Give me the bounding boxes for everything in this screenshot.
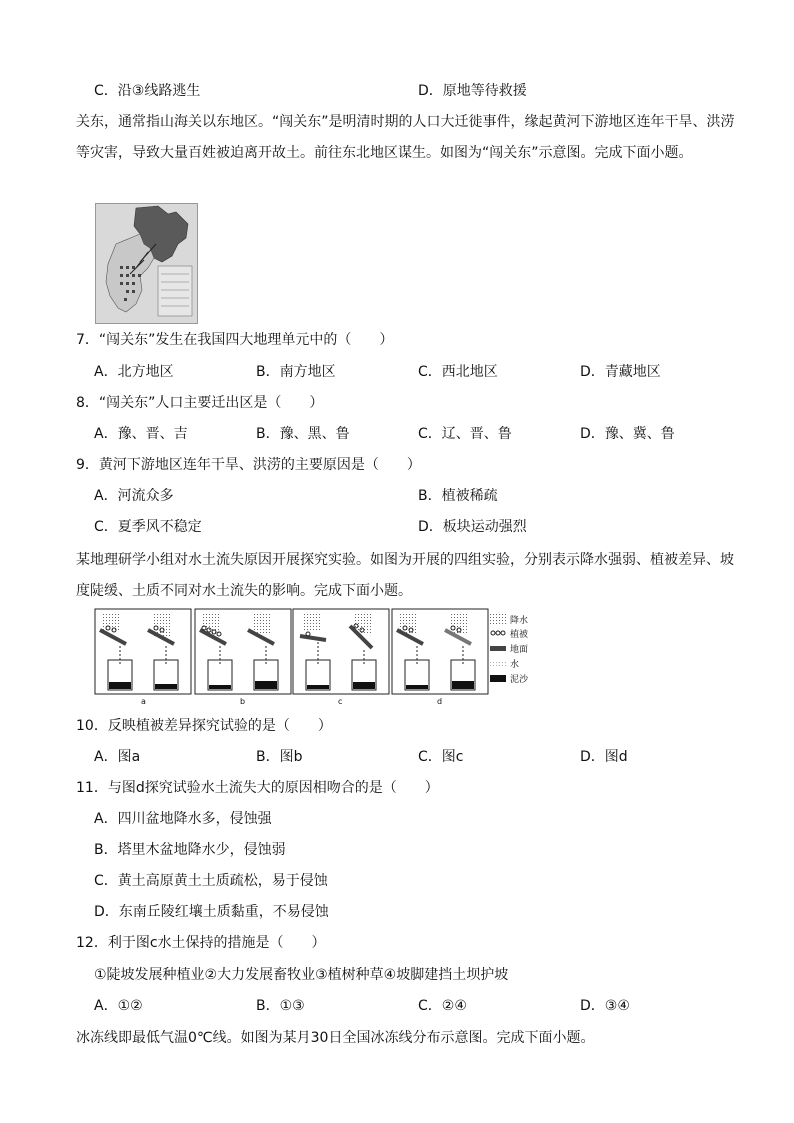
q12-stem: 12．利于图c水土保持的措施是（ ） [76, 935, 326, 951]
q9-option-b: B．植被稀疏 [418, 488, 498, 504]
legend-ground-label: 地面 [510, 645, 529, 655]
erosion-experiment-figure [94, 608, 534, 708]
panel-a [95, 609, 191, 694]
q7-stem: 7．“闯关东”发生在我国四大地理单元中的（ ） [76, 332, 394, 348]
passage-freeze-line: 冰冻线即最低气温0℃线。如图为某月30日全国冰冻线分布示意图。完成下面小题。 [76, 1030, 595, 1046]
q11-option-d: D．东南丘陵红壤土质黏重，不易侵蚀 [94, 904, 329, 920]
q12-option-d: D．③④ [580, 998, 630, 1014]
panel-label-a: a [141, 697, 146, 706]
q7-option-a: A．北方地区 [94, 364, 174, 380]
q10-option-d: D．图d [580, 749, 628, 765]
q10-stem: 10．反映植被差异探究试验的是（ ） [76, 718, 332, 734]
panel-d [392, 609, 488, 694]
q12-option-b: B．①③ [256, 998, 305, 1014]
q9-stem: 9．黄河下游地区连年干旱、洪涝的主要原因是（ ） [76, 457, 421, 473]
q11-option-c: C．黄土高原黄土土质疏松，易于侵蚀 [94, 873, 328, 889]
panel-c [293, 609, 389, 694]
q9-option-a: A．河流众多 [94, 488, 174, 504]
panel-label-b: b [240, 697, 246, 706]
legend-sediment-label: 泥沙 [510, 675, 529, 685]
q6-option-d: D．原地等待救援 [418, 83, 527, 99]
q11-stem: 11．与图d探究试验水土流失大的原因相吻合的是（ ） [76, 780, 439, 796]
q10-option-a: A．图a [94, 749, 141, 765]
q12-option-a: A．①② [94, 998, 143, 1014]
panel-label-c: c [338, 697, 343, 706]
q9-option-d: D．板块运动强烈 [418, 519, 527, 535]
q12-statement: ①陡坡发展种植业②大力发展畜牧业③植树种草④坡脚建挡土坝护坡 [94, 967, 509, 983]
legend-vegetation-label: 植被 [510, 630, 529, 640]
q6-option-c: C．沿③线路逃生 [94, 83, 201, 99]
q7-option-b: B．南方地区 [256, 364, 336, 380]
panel-label-d: d [437, 697, 443, 706]
legend-water-label: 水 [510, 660, 520, 670]
q8-option-a: A．豫、晋、吉 [94, 426, 188, 442]
q8-option-d: D．豫、冀、鲁 [580, 426, 675, 442]
q12-option-c: C．②④ [418, 998, 467, 1014]
q8-option-c: C．辽、晋、鲁 [418, 426, 512, 442]
q8-stem: 8．“闯关东”人口主要迁出区是（ ） [76, 395, 324, 411]
q11-option-b: B．塔里木盆地降水少，侵蚀弱 [94, 842, 286, 858]
q7-option-c: C．西北地区 [418, 364, 498, 380]
q10-option-b: B．图b [256, 749, 303, 765]
panel-b [195, 609, 291, 694]
q10-option-c: C．图c [418, 749, 464, 765]
q8-option-b: B．豫、黑、鲁 [256, 426, 350, 442]
chuangguandong-map-figure [95, 203, 198, 324]
passage-soil-erosion: 某地理研学小组对水土流失原因开展探究实验。如图为开展的四组实验，分别表示降水强弱、植被差异、坡度陡缓、土质不同对水土流失的影响。完成下面小题。 [76, 552, 734, 599]
passage-chuangguandong: 关东，通常指山海关以东地区。“闯关东”是明清时期的人口大迁徙事件，缘起黄河下游地区连年干旱、洪涝等灾害，导致大量百姓被迫离开故土。前往东北地区谋生。如图为“闯关东”示意图。完成下面小题。 [76, 114, 735, 161]
q9-option-c: C．夏季风不稳定 [94, 519, 202, 535]
legend-rain-label: 降水 [510, 616, 529, 626]
q11-option-a: A．四川盆地降水多，侵蚀强 [94, 811, 272, 827]
q7-option-d: D．青藏地区 [580, 364, 661, 380]
experiment-legend [490, 614, 529, 685]
